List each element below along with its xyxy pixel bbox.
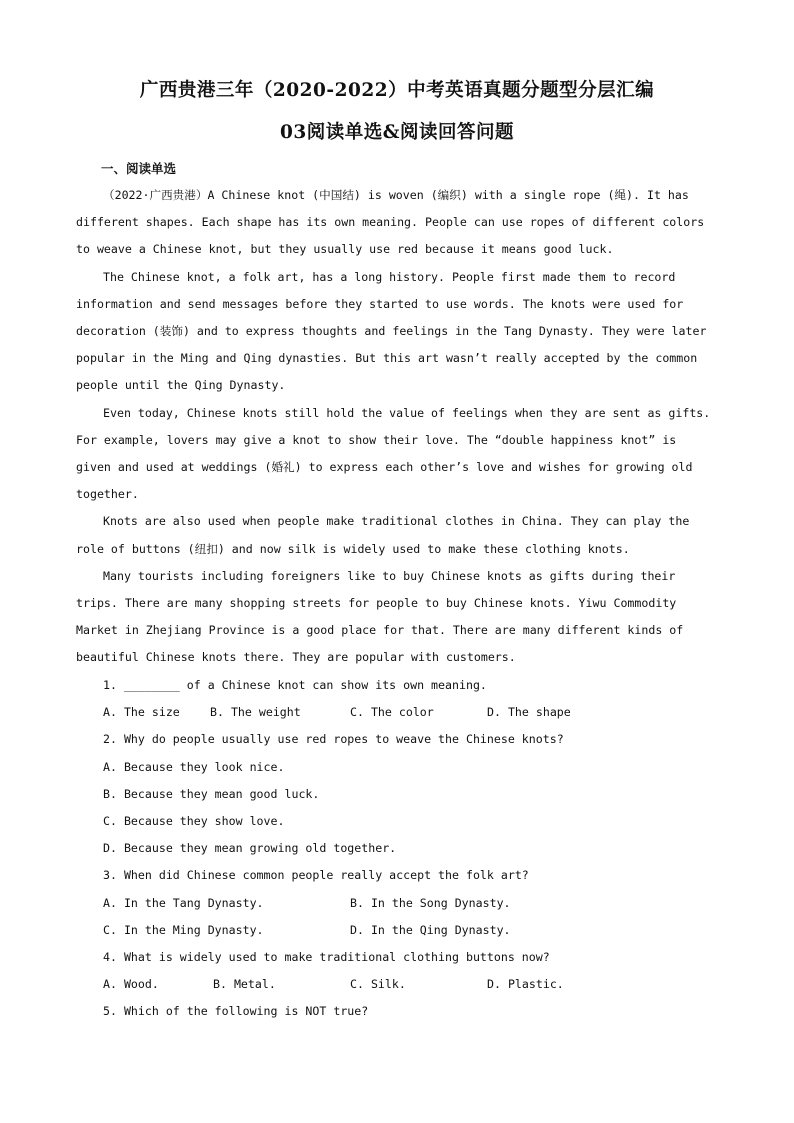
question-3-stem: 3. When did Chinese common people really accept the folk art? (103, 868, 529, 883)
section-heading: 一、阅读单选 (101, 161, 177, 176)
question-4-stem: 4. What is widely used to make traditional clothing buttons now? (103, 950, 550, 965)
question-1-stem: 1. ________ of a Chinese knot can show its own meaning. (103, 678, 487, 692)
question-list (103, 672, 703, 1026)
passage-paragraph-1: （2022·广西贵港）A Chinese knot (中国结) is woven (编织) with a single rope (绳). It has different shapes. Each shape has its own meaning. People can use ropes of different colors to weave a Chinese knot, but they usually use red because it means good luck. (76, 188, 705, 257)
question-5-stem: 5. Which of the following is NOT true? (103, 1004, 369, 1019)
question-4-option-b: B. Metal. (213, 977, 276, 992)
document-subtitle: 03阅读单选&阅读回答问题 (280, 122, 514, 143)
passage-paragraph-4: Knots are also used when people make traditional clothes in China. They can play the role of buttons (纽扣) and now silk is widely used to make these clothing knots. (76, 514, 690, 556)
document-title: 广西贵港三年（2020-2022）中考英语真题分题型分层汇编 (139, 80, 655, 101)
passage-paragraph-2: The Chinese knot, a folk art, has a long history. People first made them to record information and send messages before they started to use words. The knots were used for decoration (装饰) and to express thoughts and feelings in the Tang Dynasty. They were later popular in the Ming and Qing dynasties. But this art wasn’t really accepted by the common people until the Qing Dynasty. (76, 269, 707, 393)
passage-paragraph-3: Even today, Chinese knots still hold the value of feelings when they are sent as gifts. For example, lovers may give a knot to show their love. The “double happiness knot” is given and used at weddings (婚礼) to express each other’s love and wishes for growing old together. (76, 405, 711, 502)
question-4-option-d: D. Plastic. (487, 977, 564, 992)
question-2-option-a: A. Because they look nice. (103, 759, 285, 774)
question-1-option-b: B. The weight (210, 705, 301, 720)
question-3-option-d: D. In the Qing Dynasty. (350, 922, 511, 937)
question-4-options (103, 971, 703, 998)
question-3-option-c: C. In the Ming Dynasty. (103, 922, 264, 937)
question-4-option-a: A. Wood. (103, 977, 159, 992)
question-2-option-b: B. Because they mean good luck. (103, 786, 320, 801)
question-1-option-d: D. The shape (487, 705, 571, 720)
question-3-options-row2 (103, 917, 703, 944)
question-1-options (103, 699, 703, 726)
question-2-option-d: D. Because they mean growing old together. (103, 841, 397, 856)
passage-paragraph-5: Many tourists including foreigners like to buy Chinese knots as gifts during their trips. There are many shopping streets for people to buy Chinese knots. Yiwu Commodity Market in Zhejiang Province is a good place for that. There are many different kinds of beautiful Chinese knots there. They are popular with customers. (76, 568, 684, 665)
question-1-option-a: A. The size (103, 705, 180, 720)
question-3-option-a: A. In the Tang Dynasty. (103, 895, 264, 910)
question-4-option-c: C. Silk. (350, 977, 406, 992)
question-1-option-c: C. The color (350, 705, 434, 720)
question-3-option-b: B. In the Song Dynasty. (350, 895, 511, 910)
reading-passage (76, 182, 716, 672)
question-2-option-c: C. Because they show love. (103, 814, 285, 829)
question-2-stem: 2. Why do people usually use red ropes to weave the Chinese knots? (103, 732, 564, 747)
question-3-options-row1 (103, 890, 703, 917)
